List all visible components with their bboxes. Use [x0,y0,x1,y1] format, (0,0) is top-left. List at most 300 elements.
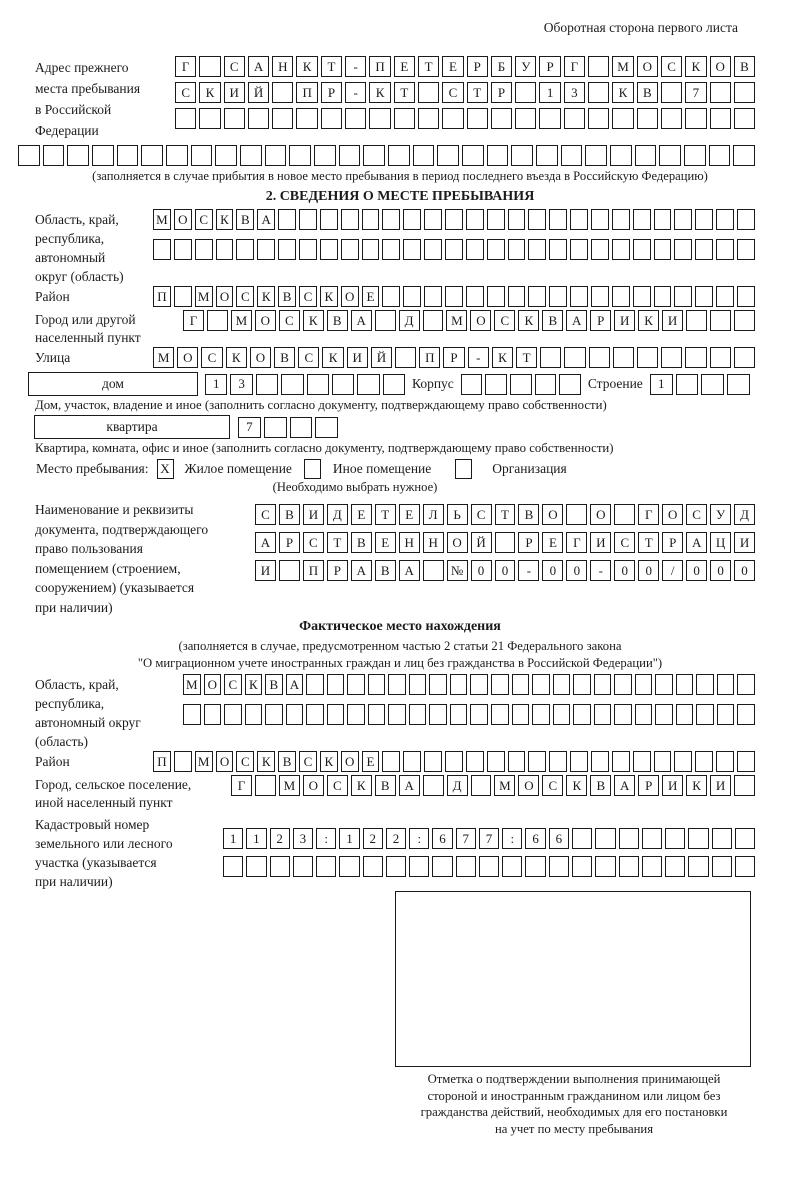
char-cell[interactable] [257,239,275,260]
char-cell[interactable] [572,856,592,877]
char-cell[interactable] [549,209,567,230]
char-cell[interactable] [368,704,386,725]
char-cell[interactable] [320,209,338,230]
char-cell[interactable] [347,704,365,725]
char-cell[interactable] [491,108,512,129]
char-cell[interactable]: М [153,347,174,368]
char-cell[interactable]: Н [399,532,420,553]
char-cell[interactable]: К [686,775,707,796]
char-cell[interactable] [737,286,755,307]
char-cell[interactable] [341,209,359,230]
char-cell[interactable] [216,239,234,260]
char-cell[interactable] [462,145,484,166]
char-cell[interactable]: - [468,347,489,368]
char-cell[interactable] [265,145,287,166]
char-cell[interactable] [382,286,400,307]
char-cell[interactable] [684,145,706,166]
char-cell[interactable]: С [279,310,300,331]
char-cell[interactable]: В [265,674,283,695]
char-cell[interactable]: С [298,347,319,368]
char-cell[interactable] [423,775,444,796]
char-cell[interactable]: П [153,751,171,772]
char-cell[interactable]: Г [231,775,252,796]
char-cell[interactable] [315,417,338,438]
char-cell[interactable] [536,145,558,166]
char-cell[interactable] [289,145,311,166]
char-cell[interactable] [347,674,365,695]
char-cell[interactable]: Т [321,56,342,77]
char-cell[interactable] [674,751,692,772]
char-cell[interactable] [424,209,442,230]
char-cell[interactable]: - [345,56,366,77]
char-cell[interactable] [595,828,615,849]
char-cell[interactable]: Р [279,532,300,553]
char-cell[interactable] [424,239,442,260]
char-cell[interactable]: - [518,560,539,581]
char-cell[interactable]: К [369,82,390,103]
char-cell[interactable] [341,239,359,260]
char-cell[interactable] [589,347,610,368]
char-cell[interactable]: - [590,560,611,581]
char-cell[interactable] [487,239,505,260]
char-cell[interactable] [246,856,266,877]
char-cell[interactable] [676,374,699,395]
char-cell[interactable]: В [590,775,611,796]
char-cell[interactable]: О [518,775,539,796]
char-cell[interactable]: 7 [685,82,706,103]
char-cell[interactable] [487,751,505,772]
char-cell[interactable] [332,374,354,395]
char-cell[interactable] [362,239,380,260]
char-cell[interactable]: С [471,504,492,525]
char-cell[interactable]: Т [516,347,537,368]
char-cell[interactable]: Г [638,504,659,525]
char-cell[interactable] [141,145,163,166]
char-cell[interactable] [403,751,421,772]
char-cell[interactable]: О [447,532,468,553]
char-cell[interactable]: 0 [710,560,731,581]
char-cell[interactable]: М [494,775,515,796]
char-cell[interactable]: С [201,347,222,368]
char-cell[interactable] [695,209,713,230]
char-cell[interactable] [245,704,263,725]
char-cell[interactable]: К [320,751,338,772]
char-cell[interactable]: С [442,82,463,103]
char-cell[interactable]: 1 [223,828,243,849]
char-cell[interactable] [655,704,673,725]
char-cell[interactable] [320,239,338,260]
char-cell[interactable] [386,856,406,877]
char-cell[interactable] [491,674,509,695]
char-cell[interactable] [272,108,293,129]
char-cell[interactable]: К [492,347,513,368]
char-cell[interactable]: Р [321,82,342,103]
char-cell[interactable]: М [183,674,201,695]
char-cell[interactable] [549,239,567,260]
char-cell[interactable]: 1 [650,374,673,395]
char-cell[interactable] [339,856,359,877]
char-cell[interactable]: И [347,347,368,368]
char-cell[interactable] [456,856,476,877]
char-cell[interactable]: О [470,310,491,331]
char-cell[interactable] [512,674,530,695]
char-cell[interactable] [612,286,630,307]
char-cell[interactable] [117,145,139,166]
char-cell[interactable]: О [216,286,234,307]
char-cell[interactable] [737,704,755,725]
char-cell[interactable]: 0 [566,560,587,581]
char-cell[interactable] [525,856,545,877]
char-cell[interactable]: С [327,775,348,796]
char-cell[interactable]: И [662,775,683,796]
char-cell[interactable] [635,145,657,166]
char-cell[interactable]: А [351,310,372,331]
char-cell[interactable] [383,374,405,395]
char-cell[interactable] [92,145,114,166]
char-cell[interactable] [686,310,707,331]
char-cell[interactable] [174,286,192,307]
char-cell[interactable] [467,108,488,129]
char-cell[interactable] [290,417,313,438]
char-cell[interactable]: С [236,751,254,772]
char-cell[interactable]: 7 [238,417,261,438]
char-cell[interactable] [614,674,632,695]
char-cell[interactable] [224,108,245,129]
char-cell[interactable] [299,239,317,260]
char-cell[interactable]: В [278,751,296,772]
char-cell[interactable]: А [351,560,372,581]
char-cell[interactable]: 6 [432,828,452,849]
char-cell[interactable]: М [153,209,171,230]
char-cell[interactable] [368,674,386,695]
char-cell[interactable]: М [612,56,633,77]
char-cell[interactable] [321,108,342,129]
char-cell[interactable] [614,704,632,725]
char-cell[interactable]: Т [495,504,516,525]
char-cell[interactable]: И [662,310,683,331]
char-cell[interactable] [223,856,243,877]
char-cell[interactable] [471,775,492,796]
char-cell[interactable]: К [612,82,633,103]
char-cell[interactable] [654,286,672,307]
char-cell[interactable]: Т [375,504,396,525]
char-cell[interactable] [585,145,607,166]
char-cell[interactable]: О [204,674,222,695]
stay-type-checkbox-residential[interactable]: X [157,459,174,479]
char-cell[interactable]: 0 [471,560,492,581]
char-cell[interactable]: / [662,560,683,581]
char-cell[interactable] [461,374,483,395]
char-cell[interactable] [409,856,429,877]
char-cell[interactable] [278,209,296,230]
char-cell[interactable]: К [322,347,343,368]
char-cell[interactable]: У [515,56,536,77]
char-cell[interactable] [735,856,755,877]
char-cell[interactable] [737,674,755,695]
char-cell[interactable] [674,209,692,230]
char-cell[interactable] [307,374,329,395]
char-cell[interactable] [512,704,530,725]
char-cell[interactable] [559,374,581,395]
char-cell[interactable]: Т [394,82,415,103]
char-cell[interactable] [566,504,587,525]
char-cell[interactable] [432,856,452,877]
char-cell[interactable]: С [299,286,317,307]
char-cell[interactable]: Р [662,532,683,553]
char-cell[interactable]: К [257,286,275,307]
char-cell[interactable] [564,108,585,129]
char-cell[interactable]: О [303,775,324,796]
char-cell[interactable]: Е [362,286,380,307]
char-cell[interactable] [665,828,685,849]
char-cell[interactable] [709,145,731,166]
char-cell[interactable]: К [685,56,706,77]
char-cell[interactable]: С [195,209,213,230]
char-cell[interactable] [403,209,421,230]
char-cell[interactable] [614,504,635,525]
char-cell[interactable]: С [542,775,563,796]
char-cell[interactable] [737,209,755,230]
char-cell[interactable]: Д [734,504,755,525]
char-cell[interactable]: 1 [339,828,359,849]
char-cell[interactable]: 2 [270,828,290,849]
char-cell[interactable] [445,286,463,307]
char-cell[interactable] [510,374,532,395]
char-cell[interactable]: Р [491,82,512,103]
char-cell[interactable] [573,674,591,695]
char-cell[interactable]: П [369,56,390,77]
char-cell[interactable]: Л [423,504,444,525]
char-cell[interactable] [375,310,396,331]
char-cell[interactable] [394,108,415,129]
char-cell[interactable] [553,674,571,695]
char-cell[interactable]: В [351,532,372,553]
char-cell[interactable]: К [216,209,234,230]
char-cell[interactable] [532,674,550,695]
char-cell[interactable]: О [710,56,731,77]
char-cell[interactable] [466,239,484,260]
char-cell[interactable] [570,751,588,772]
char-cell[interactable]: К [518,310,539,331]
char-cell[interactable] [659,145,681,166]
char-cell[interactable] [403,239,421,260]
char-cell[interactable] [256,374,278,395]
char-cell[interactable] [685,347,706,368]
char-cell[interactable] [564,347,585,368]
char-cell[interactable]: В [542,310,563,331]
char-cell[interactable]: Ь [447,504,468,525]
char-cell[interactable] [573,704,591,725]
char-cell[interactable] [561,145,583,166]
char-cell[interactable] [413,145,435,166]
char-cell[interactable]: А [686,532,707,553]
char-cell[interactable] [717,674,735,695]
char-cell[interactable]: К [296,56,317,77]
char-cell[interactable]: П [419,347,440,368]
char-cell[interactable]: Н [423,532,444,553]
char-cell[interactable] [613,347,634,368]
char-cell[interactable]: 1 [539,82,560,103]
char-cell[interactable] [215,145,237,166]
char-cell[interactable] [685,108,706,129]
char-cell[interactable] [255,775,276,796]
char-cell[interactable] [191,145,213,166]
char-cell[interactable]: О [177,347,198,368]
char-cell[interactable] [612,108,633,129]
char-cell[interactable]: К [351,775,372,796]
char-cell[interactable]: 7 [479,828,499,849]
char-cell[interactable] [710,108,731,129]
char-cell[interactable] [654,239,672,260]
char-cell[interactable] [314,145,336,166]
char-cell[interactable] [470,674,488,695]
char-cell[interactable]: У [710,504,731,525]
char-cell[interactable] [735,828,755,849]
char-cell[interactable]: О [216,751,234,772]
char-cell[interactable]: Й [371,347,392,368]
char-cell[interactable] [570,209,588,230]
char-cell[interactable] [528,239,546,260]
char-cell[interactable]: К [638,310,659,331]
char-cell[interactable]: 0 [495,560,516,581]
char-cell[interactable]: Е [351,504,372,525]
char-cell[interactable]: 2 [386,828,406,849]
char-cell[interactable] [588,56,609,77]
char-cell[interactable] [382,751,400,772]
char-cell[interactable]: Т [418,56,439,77]
char-cell[interactable] [153,239,171,260]
char-cell[interactable] [737,751,755,772]
char-cell[interactable] [424,286,442,307]
char-cell[interactable]: И [734,532,755,553]
char-cell[interactable]: - [345,82,366,103]
char-cell[interactable]: А [399,560,420,581]
char-cell[interactable] [306,674,324,695]
char-cell[interactable]: Р [539,56,560,77]
char-cell[interactable]: Е [542,532,563,553]
char-cell[interactable]: С [686,504,707,525]
char-cell[interactable] [204,704,222,725]
char-cell[interactable] [183,704,201,725]
char-cell[interactable] [528,209,546,230]
char-cell[interactable] [532,704,550,725]
char-cell[interactable]: Й [248,82,269,103]
char-cell[interactable] [674,239,692,260]
char-cell[interactable] [688,856,708,877]
char-cell[interactable] [272,82,293,103]
char-cell[interactable] [293,856,313,877]
char-cell[interactable]: В [327,310,348,331]
char-cell[interactable]: В [274,347,295,368]
char-cell[interactable]: 2 [363,828,383,849]
char-cell[interactable] [591,209,609,230]
char-cell[interactable]: Т [638,532,659,553]
char-cell[interactable] [224,704,242,725]
char-cell[interactable] [424,751,442,772]
char-cell[interactable]: Р [443,347,464,368]
char-cell[interactable]: С [175,82,196,103]
char-cell[interactable] [264,417,287,438]
char-cell[interactable]: К [199,82,220,103]
char-cell[interactable] [588,82,609,103]
char-cell[interactable] [594,674,612,695]
char-cell[interactable] [487,145,509,166]
char-cell[interactable] [661,82,682,103]
char-cell[interactable]: Г [175,56,196,77]
char-cell[interactable] [286,704,304,725]
char-cell[interactable] [279,560,300,581]
char-cell[interactable] [642,856,662,877]
char-cell[interactable] [637,347,658,368]
char-cell[interactable]: А [399,775,420,796]
char-cell[interactable]: О [542,504,563,525]
char-cell[interactable]: 0 [614,560,635,581]
char-cell[interactable]: 7 [456,828,476,849]
char-cell[interactable] [508,209,526,230]
char-cell[interactable] [388,704,406,725]
char-cell[interactable]: Н [272,56,293,77]
char-cell[interactable] [466,286,484,307]
char-cell[interactable]: П [303,560,324,581]
char-cell[interactable]: Й [471,532,492,553]
char-cell[interactable] [240,145,262,166]
char-cell[interactable]: 0 [686,560,707,581]
char-cell[interactable] [495,532,516,553]
char-cell[interactable]: 1 [205,374,227,395]
char-cell[interactable]: И [614,310,635,331]
char-cell[interactable]: № [447,560,468,581]
char-cell[interactable] [676,674,694,695]
char-cell[interactable] [701,374,724,395]
char-cell[interactable] [654,209,672,230]
char-cell[interactable] [502,856,522,877]
char-cell[interactable]: Р [518,532,539,553]
char-cell[interactable]: А [566,310,587,331]
char-cell[interactable]: С [224,56,245,77]
char-cell[interactable] [696,704,714,725]
char-cell[interactable] [388,674,406,695]
char-cell[interactable] [612,751,630,772]
stay-type-checkbox-organization[interactable] [455,459,472,479]
char-cell[interactable] [429,704,447,725]
char-cell[interactable]: : [316,828,336,849]
char-cell[interactable]: В [375,775,396,796]
char-cell[interactable] [591,239,609,260]
char-cell[interactable]: Д [447,775,468,796]
char-cell[interactable] [655,674,673,695]
char-cell[interactable] [339,145,361,166]
char-cell[interactable]: О [174,209,192,230]
char-cell[interactable]: А [255,532,276,553]
char-cell[interactable] [316,856,336,877]
char-cell[interactable] [688,828,708,849]
char-cell[interactable]: Е [375,532,396,553]
char-cell[interactable]: 1 [246,828,266,849]
char-cell[interactable]: Б [491,56,512,77]
char-cell[interactable] [619,828,639,849]
char-cell[interactable] [67,145,89,166]
char-cell[interactable]: С [299,751,317,772]
char-cell[interactable] [549,856,569,877]
char-cell[interactable] [450,704,468,725]
char-cell[interactable] [357,374,379,395]
char-cell[interactable] [248,108,269,129]
char-cell[interactable] [633,751,651,772]
char-cell[interactable]: Е [362,751,380,772]
char-cell[interactable] [382,209,400,230]
char-cell[interactable]: Д [327,504,348,525]
char-cell[interactable]: Г [566,532,587,553]
